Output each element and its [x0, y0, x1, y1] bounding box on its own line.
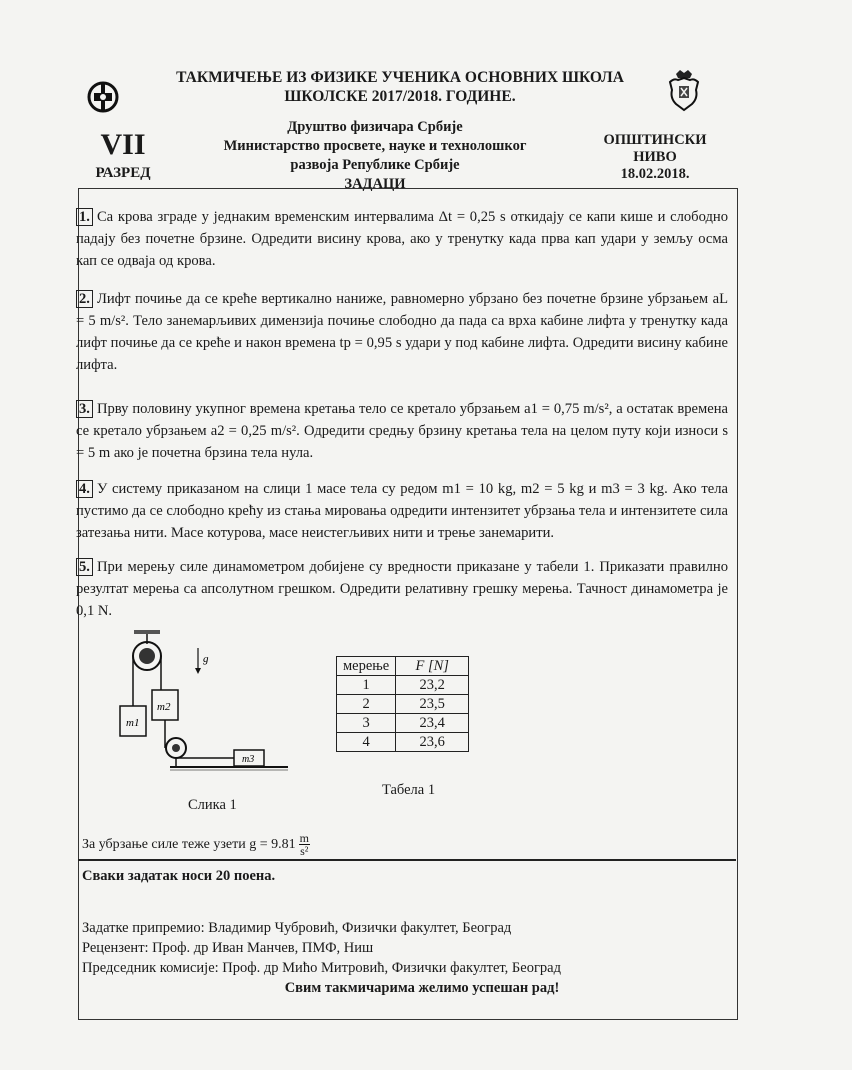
- task-4: [76, 478, 728, 544]
- table-cell: 23,4: [396, 714, 469, 733]
- measurement-table-block: [336, 656, 469, 799]
- level-block: [590, 132, 720, 183]
- table-header-force: F [N]: [396, 657, 469, 676]
- figure-caption: Слика 1: [188, 797, 237, 813]
- pulley-system-diagram: [112, 628, 302, 788]
- society-line-3: развоја Републике Србије: [290, 157, 460, 173]
- grade-number: VII: [100, 128, 146, 161]
- credits-block: [82, 918, 722, 998]
- task-number: 3.: [76, 400, 93, 418]
- task-2: [76, 288, 728, 376]
- title-line-2: ШКОЛСКЕ 2017/2018. ГОДИНЕ.: [284, 88, 516, 105]
- serbia-coat-of-arms-icon: [664, 68, 704, 117]
- gravity-label: g: [203, 653, 209, 665]
- table-cell: 4: [337, 733, 396, 752]
- level-line-2: НИВО: [633, 149, 677, 165]
- task-text: При мерењу силе динамометром добијене су вредности приказане у табели 1. Приказати правилно резултат мерења са апсолутном грешком. Одредити релативну грешку мерења. Тачност динамометра је 0,1 N.: [76, 559, 728, 619]
- society-logo-icon: [86, 80, 120, 119]
- table-row: [337, 695, 469, 714]
- table-cell: 1: [337, 676, 396, 695]
- points-note: Сваки задатак носи 20 поена.: [82, 868, 276, 884]
- table-header-measurement: мерење: [337, 657, 396, 676]
- table-row: [337, 733, 469, 752]
- grade-block: [88, 128, 158, 182]
- task-text: Лифт почиње да се креће вертикално наниже, равномерно убрзано без почетне брзине убрзањем aL = 5 m/s². Тело занемарљивих димензија почиње слободно да пада са врха кабине лифта у тренутку када лифт почиње да се креће и након времена tp = 0,95 s удари у под кабине лифта. Одредити висину кабине лифта.: [76, 291, 728, 373]
- society-line-1: Друштво физичара Србије: [287, 119, 463, 135]
- table-caption: Табела 1: [382, 782, 436, 798]
- task-3: [76, 398, 728, 464]
- table-cell: 2: [337, 695, 396, 714]
- m1-label: m1: [126, 717, 140, 729]
- table-cell: 23,6: [396, 733, 469, 752]
- task-text: Са крова зграде у једнаким временским интервалима Δt = 0,25 s откидају се капи кише и слободно падају без почетне брзине. Одредити висину крова, ако у тренутку када прва кап удари у земљу осма кап се одваја од крова.: [76, 209, 728, 269]
- task-number: 1.: [76, 208, 93, 226]
- task-1: [76, 206, 728, 272]
- task-text: У систему приказаном на слици 1 масе тела су редом m1 = 10 kg, m2 = 5 kg и m3 = 3 kg. Ако тела пустимо да се слободно крећу из стања мировања одредити интензитет убрзања тела и интензитете сила затезања нити. Масе котурова, масе неистегљивих нити и трење занемарити.: [76, 481, 728, 541]
- tasks-heading: ЗАДАЦИ: [344, 176, 406, 192]
- table-row: [337, 714, 469, 733]
- table-cell: 23,2: [396, 676, 469, 695]
- credits-reviewer: Рецензент: Проф. др Иван Манчев, ПМФ, Ниш: [82, 940, 374, 956]
- figure-1: [112, 628, 302, 814]
- divider: [78, 859, 736, 861]
- table-cell: 3: [337, 714, 396, 733]
- grade-label: РАЗРЕД: [95, 165, 151, 181]
- exam-date: 18.02.2018.: [620, 166, 690, 182]
- gravity-unit-numerator: m: [299, 831, 309, 845]
- m2-label: m2: [157, 701, 171, 713]
- good-luck-wish: Свим такмичарима желимо успешан рад!: [284, 980, 560, 996]
- organizer-block: [200, 118, 550, 194]
- gravity-note: [82, 832, 310, 857]
- task-number: 4.: [76, 480, 93, 498]
- m3-label: m3: [242, 754, 255, 765]
- title-line-1: ТАКМИЧЕЊЕ ИЗ ФИЗИКЕ УЧЕНИКА ОСНОВНИХ ШКОЛА: [176, 69, 624, 86]
- credits-prepared: Задатке припремио: Владимир Чубровић, Физички факултет, Београд: [82, 920, 512, 936]
- credits-chair: Председник комисије: Проф. др Мићо Митровић, Физички факултет, Београд: [82, 960, 561, 976]
- gravity-note-text: За убрзање силе теже узети g = 9.81: [82, 836, 296, 852]
- gravity-unit-denominator: s²: [300, 844, 309, 858]
- task-number: 5.: [76, 558, 93, 576]
- level-line-1: ОПШТИНСКИ: [603, 132, 707, 148]
- task-text: Прву половину укупног времена кретања тело се кретало убрзањем a1 = 0,75 m/s², а остатак времена се кретало убрзањем a2 = 0,25 m/s². Одредити средњу брзину кретања тела на целом путу који износи s = 5 m ако је почетна брзина тела нула.: [76, 401, 728, 461]
- task-number: 2.: [76, 290, 93, 308]
- task-5: [76, 556, 728, 622]
- competition-title: [150, 68, 650, 106]
- table-cell: 23,5: [396, 695, 469, 714]
- society-line-2: Министарство просвете, науке и технолошког: [223, 138, 527, 154]
- measurement-table: [336, 656, 469, 752]
- table-row: [337, 676, 469, 695]
- table-header-row: [337, 657, 469, 676]
- gravity-unit-fraction: [299, 832, 310, 857]
